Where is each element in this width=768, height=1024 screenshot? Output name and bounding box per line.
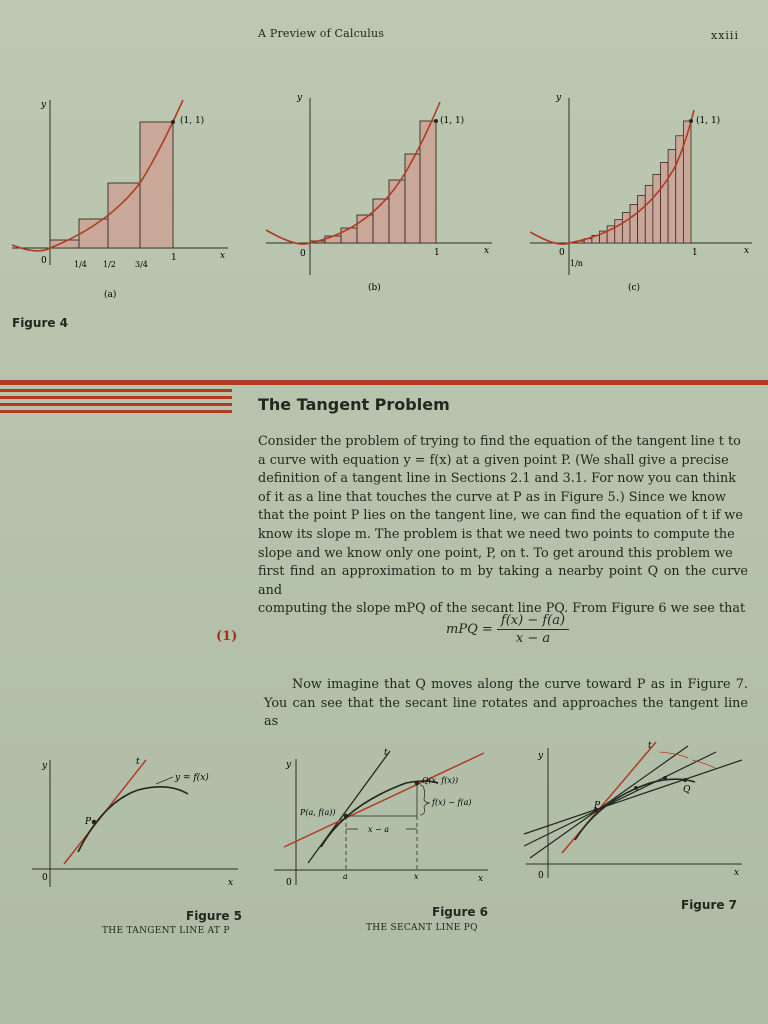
figure-5 [28,752,248,892]
axis-label-y: y [297,93,303,103]
axis-label-y: y [538,751,544,761]
axis-label-y: y [41,100,47,110]
origin-label: 0 [538,871,544,881]
subfigure-label: (b) [368,283,381,293]
text-line: Consider the problem of trying to find the equation of the tangent line t to [258,434,741,449]
axis-label-x: x [484,246,490,256]
text-line: computing the slope mPQ of the secant line PQ. From Figure 6 we see that [258,601,746,617]
text-line: Now imagine that Q moves along the curve toward P as in Figure 7. [292,677,748,692]
riemann-bar [389,180,405,243]
riemann-bar [683,121,691,243]
text-line: know its slope m. The problem is that we need two points to compute the [258,526,735,542]
tick-a: a [343,872,348,881]
point-p-label: P [594,801,601,811]
tick-one: 1 [434,248,440,258]
text-line: first find an approximation to m by taking a nearby point Q on the curve and [258,564,748,598]
figure-4a [8,95,238,305]
riemann-bar [638,195,646,243]
axis-label-x: x [478,874,484,884]
paragraph-2 [264,676,748,732]
paragraph-1 [258,433,748,619]
subfigure-label: (a) [104,290,117,300]
riemann-bar [622,213,630,244]
figure-4-label: Figure 4 [12,316,69,330]
figure-5-title: Figure 5 [186,909,243,923]
figure-6-title: Figure 6 [432,905,489,919]
tick-one: 1 [171,253,177,263]
tangent-line [308,751,390,863]
figure-7 [520,738,750,883]
figure-5-caption: THE TANGENT LINE AT P [102,926,230,936]
tick-three-quarter: 3/4 [135,260,148,269]
text-line: of it as a line that touches the curve at P as in Figure 5.) Since we know [258,489,726,505]
curve-f [78,787,188,852]
point-label: (1, 1) [696,116,721,126]
tangent-label: t [648,741,652,751]
riemann-bar [373,199,389,243]
figure-6-caption: THE SECANT LINE PQ [366,923,478,933]
running-head: A Preview of Calculus [258,27,385,40]
figure-6 [266,745,496,890]
origin-label: 0 [300,249,306,259]
equation-denominator: x − a [515,631,551,646]
section-title: The Tangent Problem [258,395,450,414]
curve-f [321,781,438,847]
riemann-bar [140,122,173,248]
axis-label-y: y [42,761,48,771]
riemann-bar [79,219,108,248]
tangent-line [562,742,656,853]
axis-label-x: x [744,246,750,256]
tick-one: 1 [692,248,698,258]
text-line: that the point P lies on the tangent line, we can find the equation of t if we [258,508,743,524]
point-label: P [85,817,92,827]
tangent-label: t [136,757,140,767]
point-p-label: P(a, f(a)) [300,808,336,817]
point-label: (1, 1) [180,116,205,126]
axis-label-x: x [220,251,226,261]
curve-label: y = f(x) [175,773,209,783]
equation-number: (1) [216,629,238,644]
axis-label-y: y [556,93,562,103]
tick-quarter: 1/4 [74,260,87,269]
origin-label: 0 [559,248,565,258]
riemann-bar [341,228,357,243]
origin-label: 0 [41,256,47,266]
axis-label-x: x [228,878,234,888]
secant-line [530,746,688,858]
equation-numerator: f(x) − f(a) [497,613,569,630]
figure-4c [526,90,762,300]
riemann-bar [630,204,638,243]
secant-line [524,752,716,846]
page-number: xxiii [711,29,739,42]
riemann-bar [653,174,661,243]
tick-x: x [414,872,419,881]
riemann-bar [108,183,140,248]
text-line: definition of a tangent line in Sections 2.1 and 3.1. For now you can think [258,471,737,487]
axis-label-y: y [286,760,292,770]
origin-label: 0 [286,878,292,888]
equation-fraction [497,613,569,646]
section-stripe [0,389,232,392]
tick-half: 1/2 [103,260,116,269]
secant-line [524,760,742,834]
figure-4b [262,90,498,300]
section-stripe [0,403,232,406]
point-q-label: Q(x, f(x)) [422,776,459,785]
axis-label-x: x [734,868,740,878]
riemann-bar [676,136,684,243]
subfigure-label: (c) [628,283,641,293]
figure-7-title: Figure 7 [681,898,738,912]
tangent-label: t [384,748,388,758]
text-line: a curve with equation y = f(x) at a given point P. (We shall give a precise [258,452,729,468]
rise-label: f(x) − f(a) [432,798,472,807]
tick-one-over-n: 1/n [570,259,583,268]
riemann-bar [645,185,653,243]
origin-label: 0 [42,873,48,883]
text-line: You can see that the secant line rotates and approaches the tangent line as [264,695,748,730]
point-label: (1, 1) [440,116,465,126]
equation-lhs: mPQ = [446,622,493,637]
text-line: slope and we know only one point, P, on t. To get around this problem we [258,545,733,561]
section-stripe [0,396,232,399]
section-rule [0,380,768,385]
point-q-label: Q [683,785,691,795]
riemann-bar [668,150,676,243]
slope-equation [446,613,569,646]
section-stripe [0,410,232,413]
run-label: x − a [368,825,390,834]
riemann-bar [661,162,669,243]
riemann-bar [405,154,420,243]
